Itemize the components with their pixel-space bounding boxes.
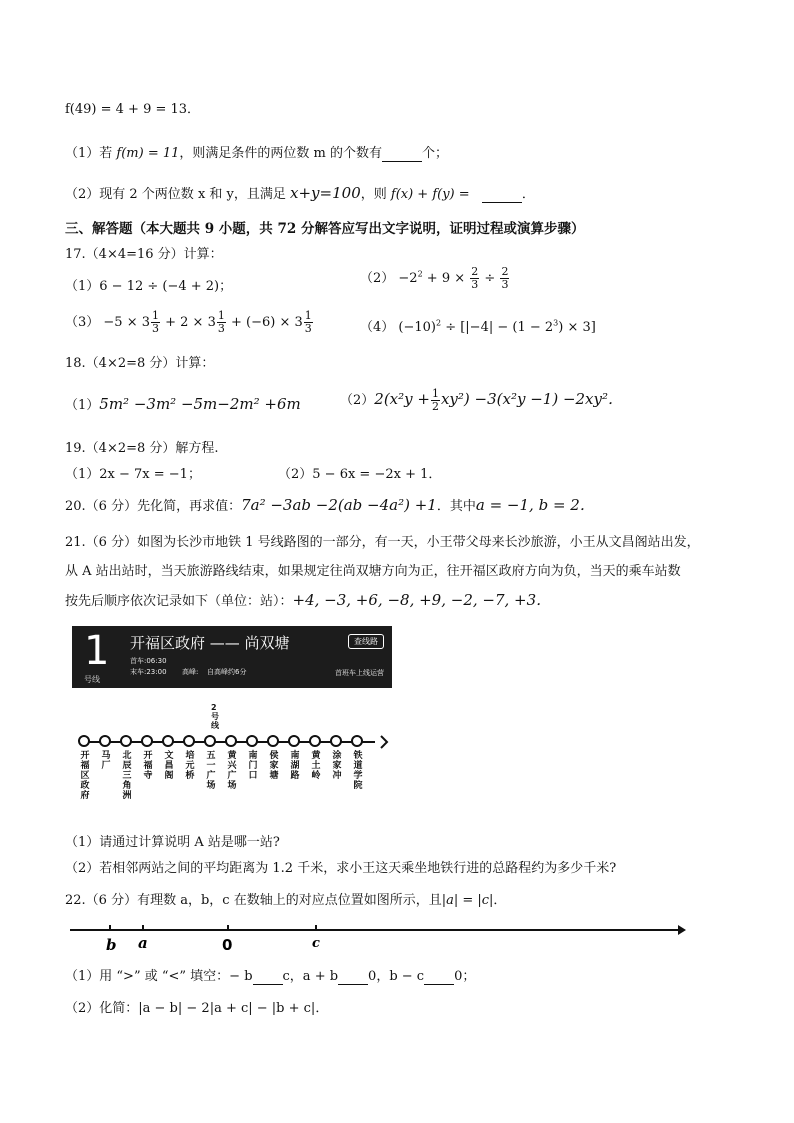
station <box>267 735 281 781</box>
station-dot-icon <box>246 735 258 747</box>
fraction: $\frac{1}{3}$ <box>304 309 312 335</box>
interval: 高峰: <box>182 668 199 676</box>
station-dot-icon <box>141 735 153 747</box>
q21-line1: 21.（6 分）如图为长沙市地铁 1 号线路图的一部分，有一天，小王带父母来长沙旅游，小王从文昌阁站出发， <box>65 535 700 550</box>
station-dot-icon <box>225 735 237 747</box>
answer-blank[interactable] <box>382 146 422 162</box>
q21-line2: 从 A 站出站时，当天旅游路线结束，如果规定往尚双塘方向为正，往开福区政府方向为负，当天的乘车站数 <box>65 564 681 579</box>
station-dot-icon <box>267 735 279 747</box>
answer-blank[interactable] <box>482 187 522 203</box>
station-name: 涂家冲 <box>332 751 342 781</box>
fraction: $\frac{1}{3}$ <box>152 309 159 335</box>
fraction: $\frac{2}{3}$ <box>501 265 509 291</box>
station <box>120 735 134 801</box>
q18-part2: （2）2(x²y + $\frac{1}{2}$ xy²) −3(x²y −1) −2xy²． <box>340 387 624 413</box>
station <box>162 735 176 781</box>
station <box>351 735 365 791</box>
q21-sub1: （1）请通过计算说明 A 站是哪一站? <box>65 835 280 850</box>
transfer-label: 2号线 <box>211 703 219 730</box>
q16-part2: （2）现有 2 个两位数 x 和 y，且满足 x+y=100，则 f(x) + f(y) = ． <box>65 184 535 202</box>
point-b-label: b <box>106 936 117 954</box>
station <box>99 735 113 771</box>
station-dot-icon <box>351 735 363 747</box>
arrow-icon <box>678 925 686 935</box>
origin-label: 0 <box>222 936 233 954</box>
station-dot-icon <box>99 735 111 747</box>
q19-part1: （1）2x − 7x = −1； <box>65 467 201 482</box>
q18-heading: 18.（4×2=8 分）计算： <box>65 356 215 371</box>
q19-part2: （2）5 − 6x = −2x + 1． <box>278 467 442 482</box>
station-name: 开福寺 <box>143 751 153 781</box>
line-number: 1 <box>84 628 110 674</box>
station-name: 北辰三角洲 <box>122 751 132 801</box>
footer-note: 首班车上线运营 <box>335 669 384 677</box>
last-train: 末车:23:00 <box>130 668 167 676</box>
station-name: 南门口 <box>248 751 258 781</box>
station-dot-icon <box>309 735 321 747</box>
q22-heading: 22.（6 分）有理数 a，b，c 在数轴上的对应点位置如图所示，且|a| = |c|． <box>65 893 507 908</box>
station <box>330 735 344 781</box>
answer-blank[interactable] <box>253 969 283 985</box>
point-a-label: a <box>138 934 148 952</box>
fraction: $\frac{2}{3}$ <box>471 265 479 291</box>
station-name: 培元桥 <box>185 751 195 781</box>
station-dot-icon <box>120 735 132 747</box>
f49-example: f(49) = 4 + 9 = 13． <box>65 102 201 117</box>
station-name: 黄兴广场 <box>227 751 237 791</box>
station-name: 南湖路 <box>290 751 300 781</box>
q20: 20.（6 分）先化简，再求值：7a² −3ab −2(ab −4a²) +1．其中a = −1, b = 2． <box>65 496 595 514</box>
station <box>141 735 155 781</box>
station-name: 五一广场 <box>206 751 216 791</box>
station-dot-icon <box>288 735 300 747</box>
q17-part1: （1）6 − 12 ÷ (−4 + 2)； <box>65 279 233 294</box>
station <box>288 735 302 781</box>
line-label: 号线 <box>84 675 100 684</box>
q19-heading: 19.（4×2=8 分）解方程. <box>65 441 219 456</box>
q16-part1: （1）若 f(m) = 11，则满足条件的两位数 m 的个数有 个； <box>65 146 449 161</box>
section-3-title: 三、解答题（本大题共 9 小题，共 72 分解答应写出文字说明，证明过程或演算步骤） <box>65 221 585 237</box>
answer-blank[interactable] <box>338 969 368 985</box>
station-dot-icon <box>204 735 216 747</box>
q17-part3: （3） −5 × 3 $\frac{1}{3}$ + 2 × 3 $\frac{1}{3}$ + (−6) × 3 $\frac{1}{3}$ <box>65 309 312 335</box>
number-line <box>68 920 688 960</box>
q22-sub2: （2）化简：|a − b| − 2|a + c| − |b + c|． <box>65 1001 329 1016</box>
station-name: 侯家塘 <box>269 751 279 781</box>
answer-blank[interactable] <box>424 969 454 985</box>
q21-sub2: （2）若相邻两站之间的平均距离为 1.2 千米，求小王这天乘坐地铁行进的总路程约为多少千米? <box>65 861 617 876</box>
station-dot-icon <box>162 735 174 747</box>
station-name: 黄土岭 <box>311 751 321 781</box>
station-name: 开福区政府 <box>80 751 90 801</box>
q17-part2: $(2) -2^2 + 9$ × $\frac{2}{3}$ ÷ $\frac{2}{3}$ <box>360 265 509 291</box>
station-dot-icon <box>330 735 342 747</box>
station-name: 文昌阁 <box>164 751 174 781</box>
first-train: 首车:06:30 <box>130 657 167 665</box>
direction-arrow-icon <box>381 736 387 748</box>
fraction: $\frac{1}{2}$ <box>431 387 439 413</box>
q17-heading: 17.（4×4=16 分）计算： <box>65 247 223 262</box>
fraction: $\frac{1}{3}$ <box>217 309 225 335</box>
station-name: 铁道学院 <box>353 751 363 791</box>
q17-part4: （4） $(-10)^2 \div [|-4| - (1 - 2^3) \times 3]$ <box>360 318 596 335</box>
station-dot-icon <box>78 735 90 747</box>
route-title: 开福区政府 —— 尚双塘 <box>130 634 290 652</box>
station <box>225 735 239 791</box>
q18-part1: （1）5m² −3m² −5m−2m² +6m <box>65 395 301 413</box>
point-c-label: c <box>312 936 320 951</box>
note: 自高峰约6分 <box>207 668 247 676</box>
station <box>246 735 260 781</box>
route-badge: 查线路 <box>348 634 384 649</box>
q22-sub1: （1）用 “>” 或 “<” 填空：− b c，a + b 0，b − c 0； <box>65 969 476 984</box>
station-dot-icon <box>183 735 195 747</box>
station <box>78 735 92 801</box>
station <box>183 735 197 781</box>
metro-banner <box>72 626 392 688</box>
station <box>309 735 323 781</box>
station-name: 马厂 <box>101 751 111 771</box>
q21-line3: 按先后顺序依次记录如下（单位：站）：+4, −3, +6, −8, +9, −2, −7, +3． <box>65 591 552 609</box>
station <box>204 735 218 791</box>
